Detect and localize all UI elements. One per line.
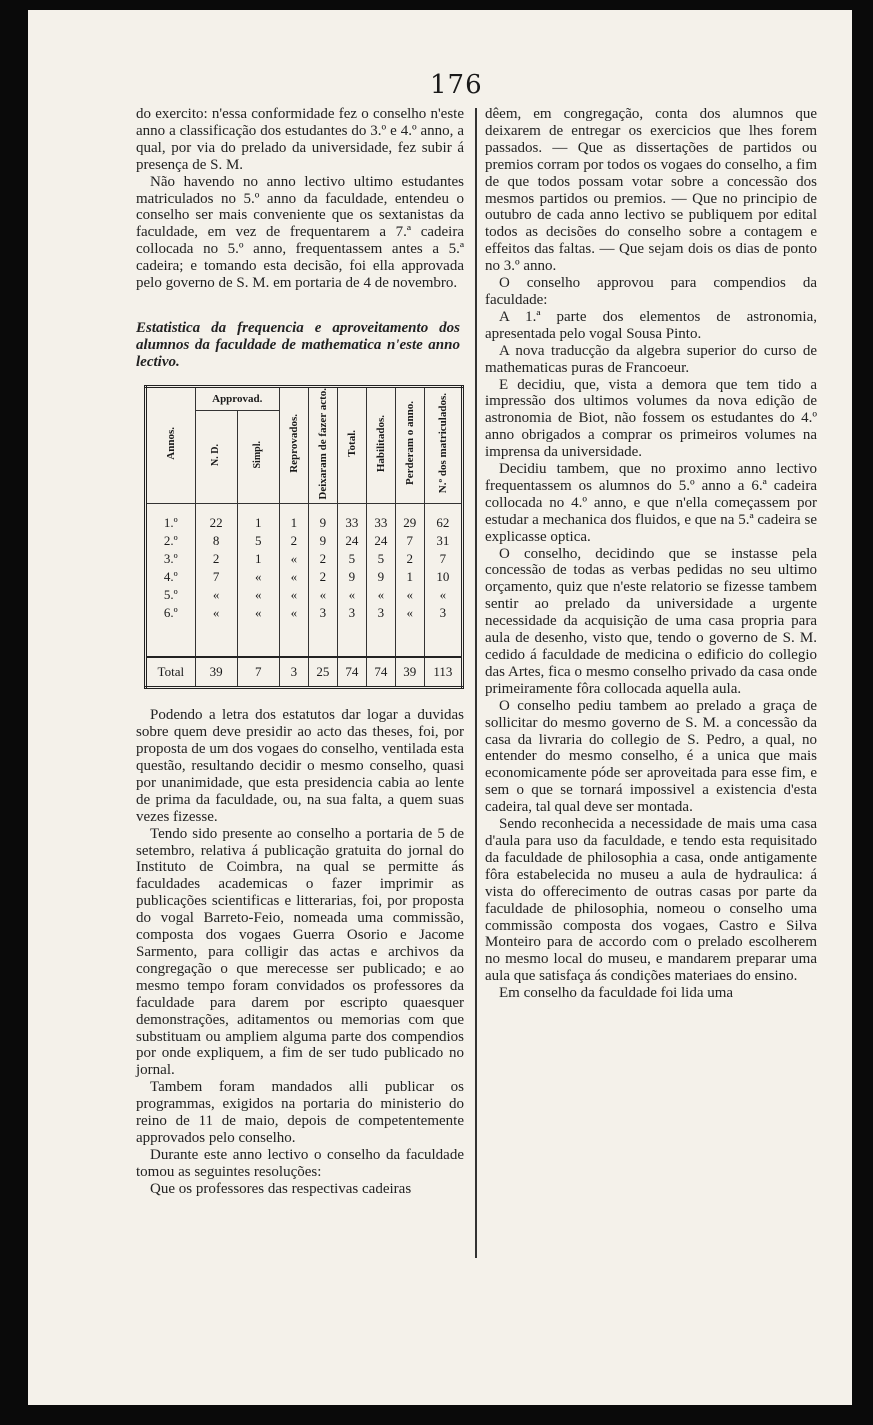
table-row: 2.º 8 5 2 9 24 24 7 31 xyxy=(146,532,463,550)
statistics-table xyxy=(144,385,464,690)
col-header-deixaram: Deixaram de fazer acto. xyxy=(308,386,337,504)
paragraph: dêem, em congregação, conta dos alumnos que deixarem de entregar os exercicios que lhes forem passados. — Que as dissertações de partidos ou premios corram por todos os vogaes do conselho, a fim de que todos possam votar sobre a concessão dos mesmos partidos ou premios. — Que no principio de outubro de cada anno lectivo se publiquem por edital todos as decisões do conselho sobre a contagem e effeitos das faltas. — Que sejam dois os dias de ponto no 3.º anno. xyxy=(485,106,817,275)
col-header-total: Total. xyxy=(337,386,366,504)
column-divider xyxy=(475,108,477,1258)
paragraph: Sendo reconhecida a necessidade de mais uma casa d'aula para uso da faculdade, e tendo esta requisitado da faculdade de philosophia a casa, onde antigamente fôra estabelecida no museu a aula de hydraulica: á vista do offerecimento de outras casas por parte da faculdade de philosophia, nomeou o conselho uma commissão composta dos vogaes, Castro e Silva Monteiro para de accordo com o prelado escolherem no mesmo local do museu, e mandarem preparar uma aula que satisfaça ás condições materiaes do ensino. xyxy=(485,816,817,985)
col-header-nd: N. D. xyxy=(195,411,237,504)
paragraph: A nova traducção da algebra superior do curso de mathematicas puras de Francoeur. xyxy=(485,342,817,376)
right-column xyxy=(485,106,817,1002)
col-header-matriculados: N.º dos matriculados. xyxy=(424,386,462,504)
paragraph: O conselho pediu tambem ao prelado a graça de sollicitar do mesmo governo de S. M. a concessão da casa da livraria do collegio de S. Pedro, a qual, no entender do mesmo conselho, é a unica que mais economicamente póde ser aproveitada para esse fim, e sem o que se tornará impossivel a existencia d'esta cadeira, tal qual deve ser montada. xyxy=(485,697,817,816)
col-header-habilitados: Habilitados. xyxy=(366,386,395,504)
page-number: 176 xyxy=(430,70,483,100)
table-row: 6.º « « « 3 3 3 « 3 xyxy=(146,604,463,622)
table-row: 4.º 7 « « 2 9 9 1 10 xyxy=(146,568,463,586)
paragraph: Tendo sido presente ao conselho a portaria de 5 de setembro, relativa á publicação gratuita do jornal do Instituto de Coimbra, na qual se permitte ás faculdades academicas o fazer imprimir as publicações scientificas e litterarias, foi, por proposta do vogal Barreto-Feio, nomeada uma commissão, composta dos vogaes Guerra Osorio e Jacome Sarmento, para colligir das actas e archivos da congregação o que merecesse ser publicado; e ao mesmo tempo foram convidados os professores da faculdade para darem por escripto quaesquer demonstrações, aditamentos ou memorias com que substituam ou ampliem alguma parte dos compendios por onde expliquem, a fim de ser tudo publicado no jornal. xyxy=(136,825,464,1079)
paragraph: Podendo a letra dos estatutos dar logar a duvidas sobre quem deve presidir ao acto das theses, foi, por proposta de um dos vogaes do conselho, ventilada esta questão, resultando decidir o mesmo conselho, quasi por unanimidade, que esta presidencia cabia ao lente de prima da faculdade, ou, na sua falta, a quem suas vezes fizesse. xyxy=(136,707,464,825)
col-header-reprovados: Reprovados. xyxy=(279,386,308,504)
col-header-approvados: Approvad. xyxy=(195,386,279,411)
col-header-annos: Annos. xyxy=(146,386,196,504)
col-header-perderam: Perderam o anno. xyxy=(395,386,424,504)
paragraph: Não havendo no anno lectivo ultimo estudantes matriculados no 5.º anno da faculdade, entendeu o conselho ser mais conveniente que os sextanistas da faculdade, em vez de frequentarem a 7.ª cadeira collocada no 5.º anno, frequentassem antes a 5.ª cadeira; e tomando esta decisão, foi ella approvada pelo governo de S. M. em portaria de 4 de novembro. xyxy=(136,173,464,292)
paragraph: Tambem foram mandados alli publicar os programmas, exigidos na portaria do ministerio do reino de 11 de maio, depois de competentemente approvados pelo conselho. xyxy=(136,1079,464,1146)
paragraph: Durante este anno lectivo o conselho da faculdade tomou as seguintes resoluções: xyxy=(136,1146,464,1180)
col-header-simpl: Simpl. xyxy=(237,411,279,504)
paragraph: O conselho, decidindo que se instasse pela concessão de todas as verbas pedidas no seu ultimo orçamento, quiz que n'este relatorio se fizesse tambem sentir ao prelado da universidade a urgente necessidade da acquisição de uma casa propria para aula de desenho, visto que, tendo o governo de S. M. cedido á faculdade de medicina o edificio do collegio das Artes, fica o mesmo conselho privado da casa onde primeiramente fôra collocada aquella aula. xyxy=(485,545,817,697)
table-total-row: Total 39 7 3 25 74 74 39 113 xyxy=(146,657,463,688)
table-row: 5.º « « « « « « « « xyxy=(146,586,463,604)
left-column xyxy=(136,106,464,1198)
paragraph: Que os professores das respectivas cadeiras xyxy=(150,1180,412,1197)
paragraph: Decidiu tambem, que no proximo anno lectivo frequentassem os alumnos do 5.º anno a 6.ª cadeira collocada no 4.º anno, e que n'ella começassem por estudar a mechanica dos fluidos, e que na 5.ª cadeira se explicasse optica. xyxy=(485,461,817,545)
paragraph: do exercito: n'essa conformidade fez o conselho n'este anno a classificação dos estudantes do 3.º e 4.º anno, a qual, por via do prelado da universidade, fez subir á presença de S. M. xyxy=(136,106,464,173)
paragraph: A 1.ª parte dos elementos de astronomia, apresentada pelo vogal Sousa Pinto. xyxy=(485,308,817,342)
table-caption: Estatistica da frequencia e aproveitamento dos alumnos da faculdade de mathematica n'este anno lectivo. xyxy=(136,319,460,370)
paragraph: O conselho approvou para compendios da faculdade: xyxy=(485,275,817,308)
paragraph: Em conselho da faculdade foi lida uma xyxy=(499,985,734,1002)
paragraph: E decidiu, que, vista a demora que tem tido a impressão dos ultimos volumes da nova edição de astronomia de Biot, não fossem os estudantes do 4.º anno obrigados a comprar os primeiros volumes na imprensa da universidade. xyxy=(485,376,817,461)
table-row: 1.º 22 1 1 9 33 33 29 62 xyxy=(146,504,463,533)
table-row: 3.º 2 1 « 2 5 5 2 7 xyxy=(146,550,463,568)
